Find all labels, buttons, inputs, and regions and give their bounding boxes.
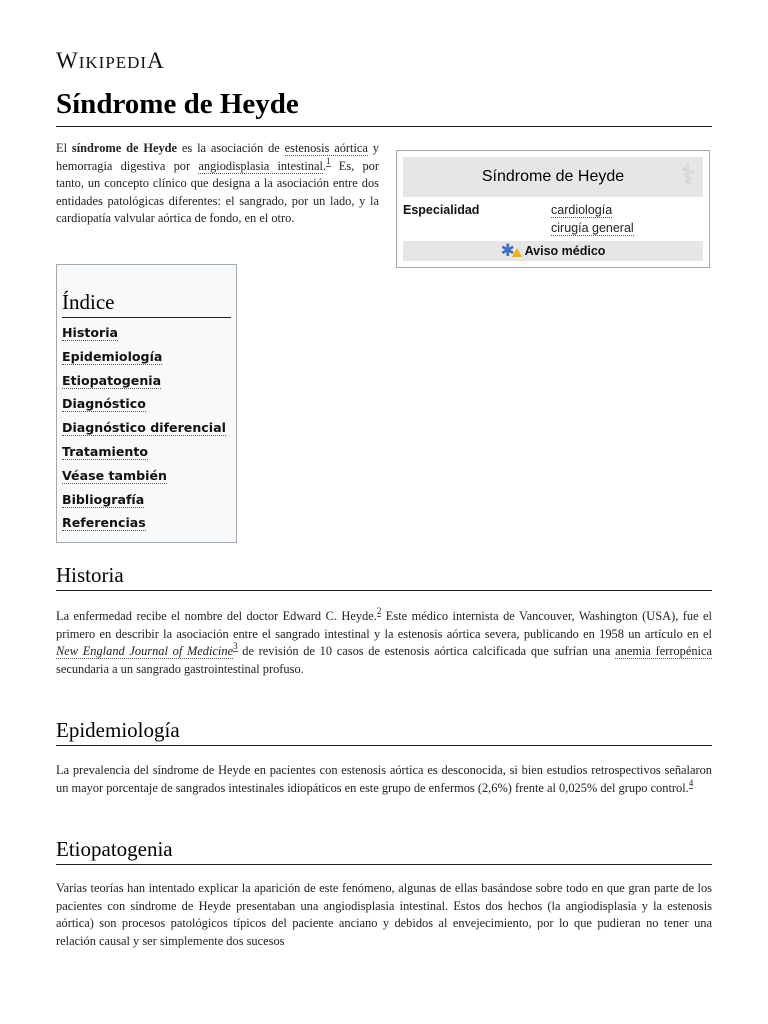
intro-bold-term: síndrome de Heyde bbox=[71, 141, 178, 155]
link-nejm[interactable]: New England Journal of Medicine bbox=[56, 644, 234, 658]
intro-paragraph: El síndrome de Heyde es la asociación de estenosis aórtica y hemorragia digestiva por angiodisplasia intestinal.$^1$ Es, por tanto, un concepto clínico que designa a la asociación entre dos entidades patológicas diferentes: el sangrado, por un lado, y la cardiopatía valvular aórtica de fondo, en el otro. bbox=[56, 141, 379, 225]
toc-item-historia[interactable]: Historia bbox=[62, 325, 119, 340]
table-of-contents bbox=[56, 264, 237, 543]
toc-item-bibliografia[interactable]: Bibliografía bbox=[62, 491, 145, 507]
infobox-title: Síndrome de Heyde bbox=[403, 157, 703, 197]
toc-item-etiopatogenia[interactable]: Etiopatogenia bbox=[62, 372, 162, 388]
link-estenosis-aortica[interactable]: estenosis aórtica bbox=[284, 141, 368, 155]
toc-title: Índice bbox=[62, 287, 231, 318]
ref-3[interactable]: 3 bbox=[233, 641, 238, 651]
caduceus-icon: ⚕ bbox=[680, 159, 696, 190]
link-angiodisplasia[interactable]: angiodisplasia intestinal bbox=[198, 158, 323, 173]
toc-item-referencias[interactable]: Referencias bbox=[62, 515, 146, 531]
ref-2[interactable]: 2 bbox=[376, 606, 382, 616]
section-heading-historia: Historia bbox=[56, 560, 712, 591]
toc-item-epidemiologia[interactable]: Epidemiología bbox=[62, 348, 163, 364]
ref-4[interactable]: 4 bbox=[688, 777, 694, 788]
link-anemia-ferropenica[interactable]: anemia ferropénica bbox=[615, 644, 712, 658]
link-cirugia-general[interactable]: cirugía general bbox=[551, 221, 634, 235]
medical-warning-label: Aviso médico bbox=[524, 244, 606, 258]
infobox bbox=[396, 150, 710, 268]
toc-item-vease-tambien[interactable]: Véase también bbox=[62, 467, 167, 483]
etiopatogenia-paragraph: Varias teorías han intentado explicar la aparición de este fenómeno, algunas de ellas basándose sobre todo en que gran parte de los pacientes con síndrome de Heyde presentaban una angiodisplasia intestinal. Estos dos hechos (la angiodisplasia y la estenosis aórtica) son procesos patológicos típicos del paciente anciano y debidos al envejecimiento, por lo que pudieran no tener una relación causal y ser simplemente dos sucesos bbox=[56, 881, 712, 948]
epidemiologia-paragraph: La prevalencia del síndrome de Heyde en pacientes con estenosis aórtica es desconocida, si bien estudios retrospectivos señalaron un mayor porcentaje de sangrados intestinales idiopáticos en este grupo de enfermos (2,6%) frente al 0,025% del grupo control.$^4$ bbox=[56, 763, 712, 795]
historia-paragraph: La enfermedad recibe el nombre del doctor Edward C. Heyde.$^2$ Este médico internista de Vancouver, Washington (USA), fue el primero en describir la asociación entre el sangrado intestinal y la estenosis aórtica severa, publicando en 1958 un artículo en el New England Journal of Medicine$^3$ de revisión de 10 casos de estenosis aórtica calcificada que sufrían una anemia ferropénica secundaria a un sangrado gastrointestinal profuso. bbox=[56, 606, 712, 676]
link-cardiologia[interactable]: cardiología bbox=[551, 203, 613, 217]
toc-item-diagnostico-diferencial[interactable]: Diagnóstico diferencial bbox=[62, 420, 226, 436]
medical-warning-icon: ✱ bbox=[501, 243, 523, 261]
ref-1[interactable]: 1 bbox=[326, 155, 331, 166]
toc-list bbox=[62, 325, 226, 539]
toc-item-tratamiento[interactable]: Tratamiento bbox=[62, 443, 149, 459]
section-heading-etiopatogenia: Etiopatogenia bbox=[56, 834, 712, 865]
page-title: Síndrome de Heyde bbox=[56, 82, 712, 127]
medical-warning-bar[interactable] bbox=[403, 241, 703, 261]
infobox-label-especialidad: Especialidad bbox=[403, 203, 480, 217]
wikipedia-logo[interactable]: WIKIPEDIA bbox=[56, 48, 165, 73]
section-heading-epidemiologia: Epidemiología bbox=[56, 715, 712, 746]
toc-item-diagnostico[interactable]: Diagnóstico bbox=[62, 396, 146, 412]
